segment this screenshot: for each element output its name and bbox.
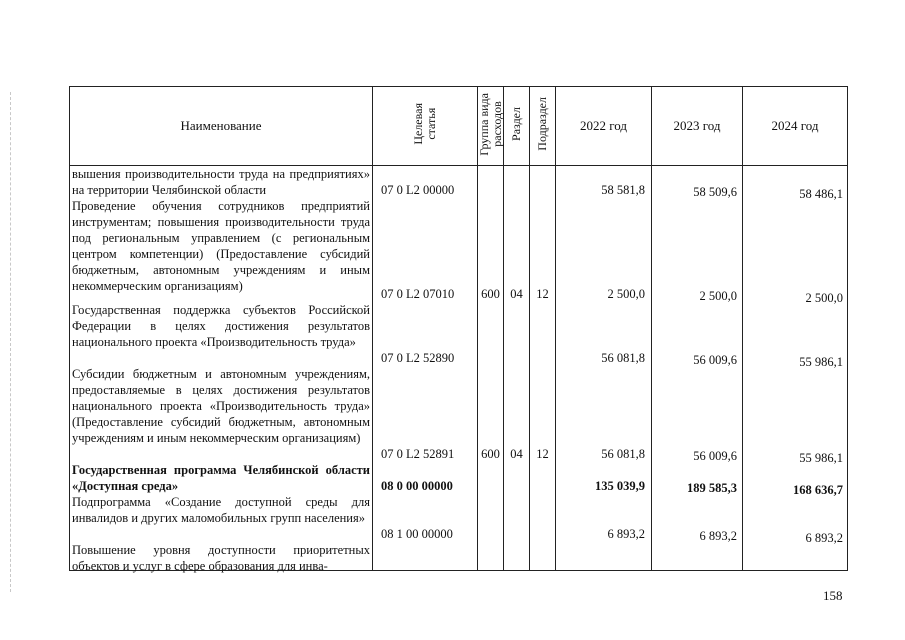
header-target-label: Целевая статья: [411, 103, 438, 145]
row-group: 600: [481, 447, 500, 461]
row-value-2024: 58 486,1: [799, 187, 843, 201]
table-header-row: [70, 87, 848, 166]
budget-table: [69, 86, 848, 571]
header-group-label: Группа вида расходов: [477, 92, 504, 156]
row-name: Проведение обучения сотрудников предприятий инструментам; повышения производительности труда под региональным управлением (с региональным центром компетенции) (Предоставление субсидий бюджетным, автономным учреждениям и иным некоммерческим организациям): [72, 199, 370, 293]
header-subsection-label: Подраздел: [535, 97, 549, 151]
row-value-2022: 56 081,8: [601, 351, 645, 365]
header-2024: 2024 год: [743, 87, 848, 166]
row-value-2023: 58 509,6: [693, 185, 737, 199]
page-number: 158: [823, 588, 843, 603]
header-target: [373, 87, 478, 166]
row-target-code: 07 0 L2 52891: [381, 447, 455, 461]
row-value-2024: 6 893,2: [805, 531, 843, 545]
row-value-2023: 6 893,2: [699, 529, 737, 543]
row-name: Повышение уровня доступности приоритетных объектов и услуг в сфере образования для инва-: [72, 543, 370, 573]
row-value-2023: 189 585,3: [687, 481, 737, 495]
row-subsection: 12: [536, 447, 549, 461]
header-name: Наименование: [70, 87, 373, 166]
row-value-2022: 58 581,8: [601, 183, 645, 197]
column-name: [70, 166, 373, 571]
row-section: 04: [510, 447, 523, 461]
row-target-code: 08 1 00 00000: [381, 527, 453, 541]
row-target-code: 07 0 L2 00000: [381, 183, 455, 197]
row-name: Государственная поддержка субъектов Российской Федерации в целях достижения результатов национального проекта «Производительность труда»: [72, 303, 370, 349]
row-subsection: 12: [536, 287, 549, 301]
row-value-2024: 2 500,0: [805, 291, 843, 305]
column-2023: [652, 166, 743, 571]
column-section: [504, 166, 530, 571]
column-2024: [743, 166, 848, 571]
header-2023: 2023 год: [652, 87, 743, 166]
row-value-2023: 56 009,6: [693, 449, 737, 463]
row-target-code: 07 0 L2 07010: [381, 287, 455, 301]
row-value-2024: 168 636,7: [793, 483, 843, 497]
row-value-2022: 56 081,8: [601, 447, 645, 461]
column-target: [373, 166, 478, 571]
row-group: 600: [481, 287, 500, 301]
column-group: [478, 166, 504, 571]
row-value-2022: 6 893,2: [607, 527, 645, 541]
row-target-code: 08 0 00 00000: [381, 479, 453, 493]
row-value-2023: 2 500,0: [699, 289, 737, 303]
row-name: Субсидии бюджетным и автономным учреждениям, предоставляемые в целях достижения результатов национального проекта «Производительность труда» (Предоставление субсидий бюджетным, автономным учреждениям и иным некоммерческим организациям): [72, 367, 370, 445]
row-name: Государственная программа Челябинской области «Доступная среда»: [72, 463, 370, 493]
row-name: Подпрограмма «Создание доступной среды для инвалидов и других маломобильных групп населения»: [72, 495, 370, 525]
row-value-2024: 55 986,1: [799, 451, 843, 465]
row-section: 04: [510, 287, 523, 301]
row-name: вышения производительности труда на предприятиях» на территории Челябинской области: [72, 167, 370, 197]
header-section-label: Раздел: [509, 107, 523, 141]
header-group: [478, 87, 504, 166]
budget-table-container: [69, 86, 848, 571]
row-value-2024: 55 986,1: [799, 355, 843, 369]
header-section: [504, 87, 530, 166]
row-value-2022: 135 039,9: [595, 479, 645, 493]
scan-artifact-line: [10, 92, 11, 592]
row-value-2022: 2 500,0: [607, 287, 645, 301]
row-target-code: 07 0 L2 52890: [381, 351, 455, 365]
header-2022: 2022 год: [556, 87, 652, 166]
row-value-2023: 56 009,6: [693, 353, 737, 367]
header-subsection: [530, 87, 556, 166]
column-2022: [556, 166, 652, 571]
column-subsection: [530, 166, 556, 571]
table-body-row: [70, 166, 848, 571]
